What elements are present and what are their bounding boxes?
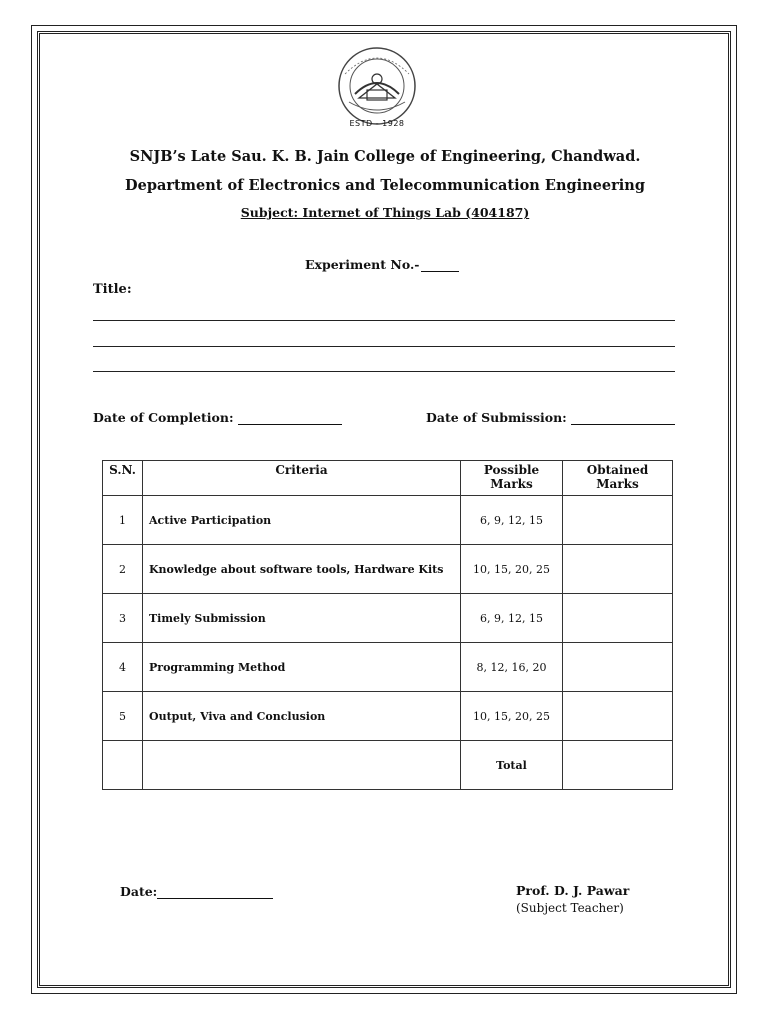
table-row [103, 692, 673, 741]
row-possible-marks: 6, 9, 12, 15 [461, 496, 563, 545]
title-label: Title: [93, 282, 132, 297]
table-row [103, 496, 673, 545]
row-possible-marks: 10, 15, 20, 25 [461, 545, 563, 594]
row-sn: 5 [103, 692, 143, 741]
title-line [93, 320, 675, 321]
row-obtained-marks[interactable] [563, 496, 673, 545]
row-criteria: Knowledge about software tools, Hardware Kits [143, 545, 461, 594]
header-obtained-l1: Obtained [586, 463, 649, 477]
footer-date [120, 884, 273, 899]
table-row [103, 643, 673, 692]
row-criteria: Programming Method [143, 643, 461, 692]
row-criteria: Active Participation [143, 496, 461, 545]
header-possible-l2: Marks [490, 477, 533, 491]
total-obtained-marks[interactable] [563, 741, 673, 790]
header-criteria: Criteria [143, 461, 461, 496]
teacher-name: Prof. D. J. Pawar [516, 883, 630, 898]
department-name: Department of Electronics and Telecommunication Engineering [125, 177, 645, 194]
row-possible-marks: 10, 15, 20, 25 [461, 692, 563, 741]
experiment-label: Experiment No.- [305, 257, 420, 272]
header-possible-l1: Possible [483, 463, 540, 477]
row-obtained-marks[interactable] [563, 692, 673, 741]
total-label: Total [461, 741, 563, 790]
submission-blank [571, 412, 675, 425]
title-line [93, 346, 675, 347]
teacher-role: (Subject Teacher) [516, 901, 624, 915]
row-possible-marks: 6, 9, 12, 15 [461, 594, 563, 643]
header-possible-marks [461, 461, 563, 496]
experiment-number [305, 257, 459, 272]
total-sn-empty [103, 741, 143, 790]
completion-label: Date of Completion: [93, 410, 234, 425]
row-sn: 4 [103, 643, 143, 692]
row-criteria: Output, Viva and Conclusion [143, 692, 461, 741]
row-sn: 1 [103, 496, 143, 545]
date-of-completion [93, 410, 342, 425]
row-possible-marks: 8, 12, 16, 20 [461, 643, 563, 692]
table-total-row [103, 741, 673, 790]
table-header-row [103, 461, 673, 496]
total-criteria-empty [143, 741, 461, 790]
table-row [103, 545, 673, 594]
subject-title: Subject: Internet of Things Lab (404187) [240, 205, 530, 220]
college-name: SNJB’s Late Sau. K. B. Jain College of Engineering, Chandwad. [129, 148, 641, 165]
row-obtained-marks[interactable] [563, 594, 673, 643]
experiment-number-blank [421, 259, 459, 272]
completion-blank [238, 412, 342, 425]
row-obtained-marks[interactable] [563, 643, 673, 692]
row-obtained-marks[interactable] [563, 545, 673, 594]
header-obtained-l2: Marks [596, 477, 639, 491]
row-sn: 2 [103, 545, 143, 594]
row-sn: 3 [103, 594, 143, 643]
title-line [93, 371, 675, 372]
submission-label: Date of Submission: [426, 410, 567, 425]
header-obtained-marks [563, 461, 673, 496]
date-of-submission [426, 410, 675, 425]
header-sn: S.N. [103, 461, 143, 496]
row-criteria: Timely Submission [143, 594, 461, 643]
marks-table [102, 460, 673, 790]
estd-label: ESTD - 1928 [349, 119, 405, 128]
table-row [103, 594, 673, 643]
footer-date-blank [157, 886, 273, 899]
footer-date-label: Date: [120, 884, 158, 899]
